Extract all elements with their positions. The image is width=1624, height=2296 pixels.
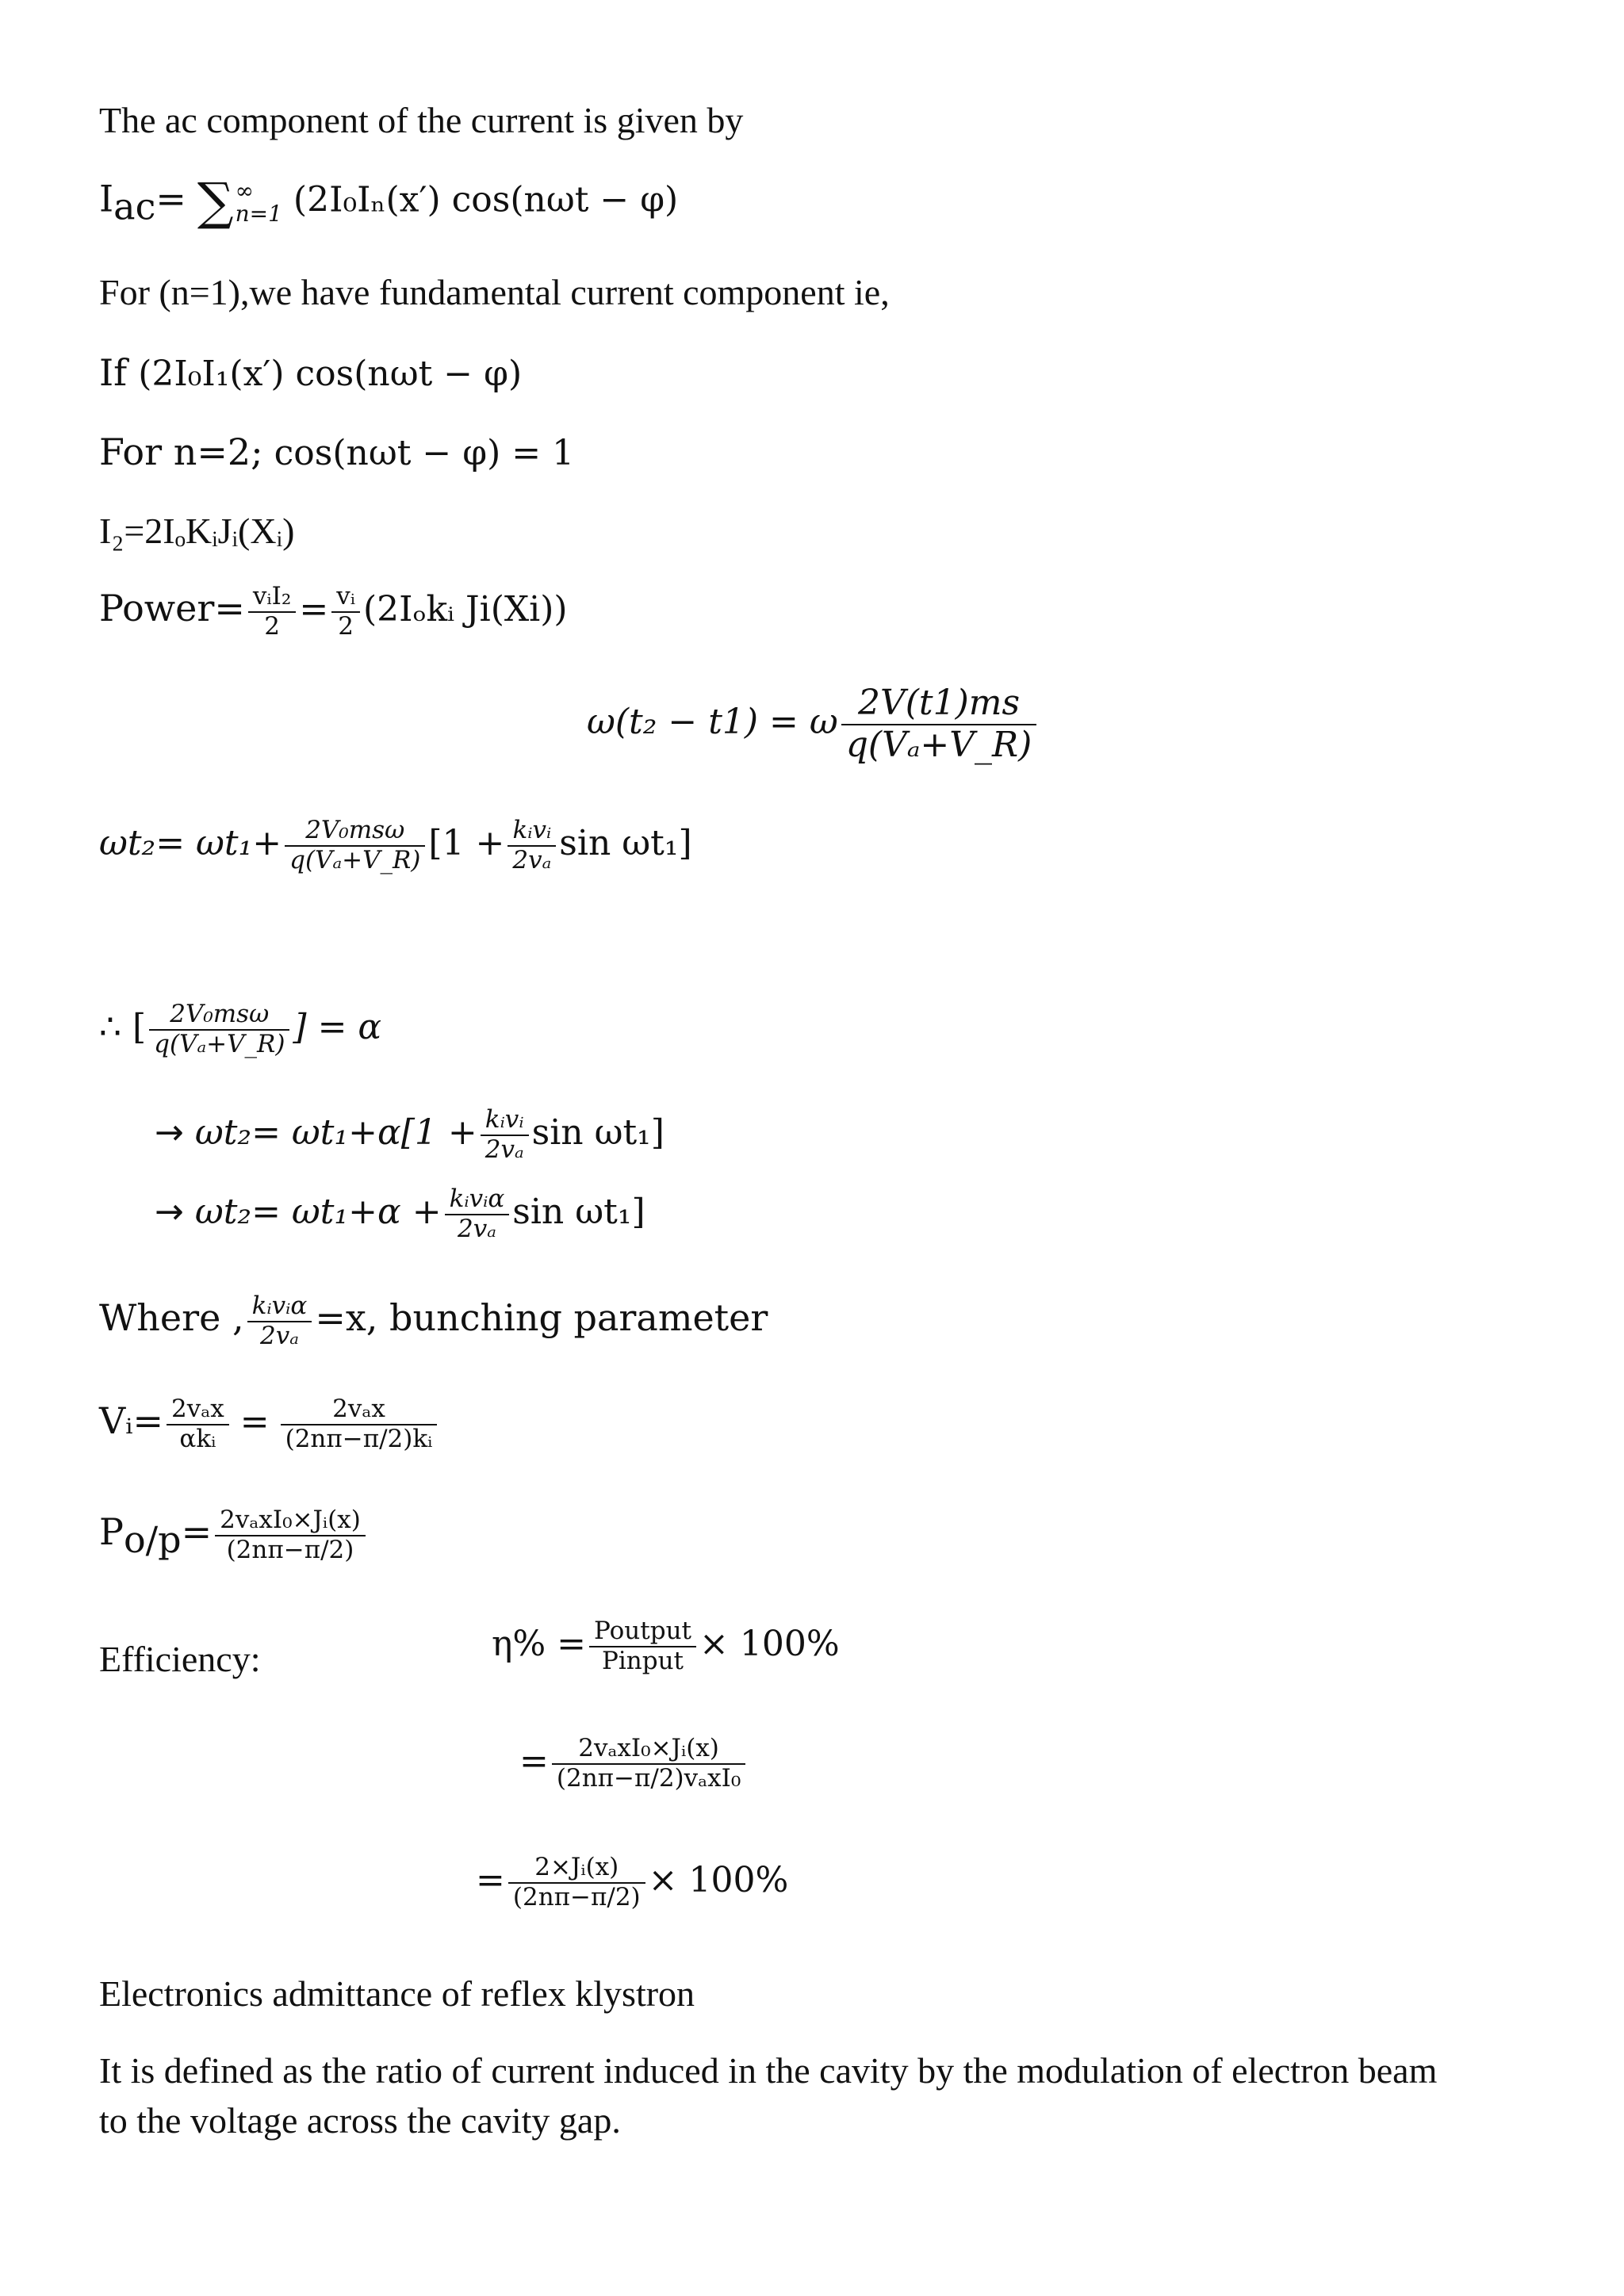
efficiency-step-2 [519,1735,749,1793]
power-label: Power= [99,587,245,630]
sum-symbol: ∑ [197,173,234,232]
eff-frac [589,1617,696,1675]
iac-eq: = [155,177,186,220]
wt2-equation [99,817,692,874]
arrow2-tail: sin ωt₁] [512,1192,645,1233]
power-frac-1-den: 2 [264,611,280,641]
intro-text: The ac component of the current is given by [99,100,744,140]
efficiency-step-3 [476,1854,788,1911]
wt2-tail: sin ωt₁] [559,823,692,864]
iac-equation [99,173,678,232]
iac-lhs-sub: ac [113,185,156,228]
eff-lhs: η% = [492,1624,587,1665]
alpha-frac [149,1001,289,1058]
alpha-tail: ] = α [293,1007,382,1048]
alpha-frac-den: q(Vₐ+V_R) [154,1029,285,1058]
pop-frac-den: (2nπ−π/2) [226,1535,354,1564]
pop-lhs: P [99,1510,124,1554]
vi-frac-1-den: αkᵢ [179,1424,216,1453]
wt2-lhs: ωt₂= ωt₁+ [99,823,282,864]
power-frac-2-num: vᵢ [331,583,360,613]
i2-equation: I₂=2IₒKᵢJᵢ(Xᵢ) [99,511,295,551]
right-arrow-icon: → [155,1192,184,1233]
eff3-frac-num: 2×Jᵢ(x) [508,1854,645,1884]
omega-equation [587,683,1040,765]
where-frac-num: kᵢvᵢα [247,1292,312,1322]
arrow-equation-1 [155,1106,665,1164]
pop-lhs-sub: o/p [123,1517,182,1561]
pop-equation [99,1506,369,1564]
efficiency-label: Efficiency: [99,1639,261,1679]
vi-equation [99,1395,440,1453]
alpha-prefix: ∴ [ [99,1007,147,1048]
vi-frac-1 [167,1395,229,1453]
right-arrow-icon: → [155,1112,184,1154]
power-frac-1 [248,583,296,641]
if-prefix: If [99,351,128,394]
omega-frac [841,683,1037,765]
omega-lhs: ω(t₂ − t1) = ω [587,702,838,743]
n1-text: For (n=1),we have fundamental current component ie, [99,272,890,312]
eff3-eq: = [476,1860,505,1901]
sum-limits [236,179,282,226]
admittance-heading: Electronics admittance of reflex klystron [99,1973,695,2014]
iac-lhs: I [99,177,114,220]
if-equation [99,351,522,394]
power-tail: (2Iₒkᵢ Ji(Xi)) [362,589,568,630]
sum-lower: n=1 [235,201,282,227]
arrow2-lhs: ωt₂= ωt₁+α + [194,1192,442,1233]
eff2-frac [552,1735,745,1793]
omega-frac-num: 2V(t1)ms [841,683,1037,725]
power-frac-2-den: 2 [338,611,354,641]
n2-equation [99,430,574,473]
where-equation [99,1292,768,1350]
wt2-frac-1-den: q(Vₐ+V_R) [289,845,421,874]
arrow1-frac-num: kᵢvᵢ [481,1106,529,1136]
arrow1-tail: sin ωt₁] [531,1112,665,1154]
arrow2-frac-den: 2vₐ [457,1214,496,1243]
eff-frac-num: Poutput [589,1617,696,1647]
pop-frac [215,1506,366,1564]
where-frac [247,1292,312,1350]
eff-frac-den: Pinput [602,1646,684,1675]
power-frac-2 [331,583,360,641]
vi-frac-2-den: (2nπ−π/2)kᵢ [285,1424,433,1453]
eff3-frac-den: (2nπ−π/2) [512,1882,641,1911]
alpha-equation [99,1001,381,1058]
arrow2-frac-num: kᵢvᵢα [445,1185,510,1215]
eff3-frac [508,1854,645,1911]
vi-frac-2-num: 2vₐx [281,1395,438,1425]
arrow1-lhs: ωt₂= ωt₁+α[1 + [194,1112,477,1154]
n2-body: cos(nωt − φ) = 1 [274,433,575,473]
if-body: (2I₀I₁(x′) cos(nωt − φ) [138,354,523,394]
wt2-frac-1 [285,817,425,874]
power-equation [99,583,568,641]
vi-eq: = [239,1402,270,1443]
arrow-equation-2 [155,1185,645,1243]
arrow2-frac [445,1185,510,1243]
n2-prefix: For n=2; [99,430,263,473]
wt2-frac-2-den: 2vₐ [512,845,552,874]
iac-body: (2I₀Iₙ(x′) cos(nωt − φ) [293,179,679,220]
eff2-frac-den: (2nπ−π/2)vₐxI₀ [556,1763,741,1793]
wt2-mid: [1 + [428,823,505,864]
eff-tail: × 100% [699,1624,840,1665]
wt2-frac-2-num: kᵢvᵢ [508,817,556,847]
eff2-eq: = [519,1741,549,1782]
where-prefix: Where , [99,1296,244,1340]
pop-eq: = [181,1510,213,1554]
pop-frac-num: 2vₐxI₀×Jᵢ(x) [215,1506,366,1536]
wt2-frac-2 [508,817,556,874]
definition-line-2: to the voltage across the cavity gap. [99,2100,621,2141]
where-tail: =x, bunching parameter [315,1296,768,1340]
where-frac-den: 2vₐ [260,1321,299,1350]
arrow1-frac [481,1106,529,1164]
power-eq: = [299,589,329,630]
vi-frac-2 [281,1395,438,1453]
vi-frac-1-num: 2vₐx [167,1395,229,1425]
eff2-frac-num: 2vₐxI₀×Jᵢ(x) [552,1735,745,1765]
wt2-frac-1-num: 2V₀msω [285,817,425,847]
arrow1-frac-den: 2vₐ [485,1135,524,1164]
alpha-frac-num: 2V₀msω [149,1001,289,1031]
vi-lhs: Vᵢ= [99,1399,164,1443]
power-frac-1-num: vᵢI₂ [248,583,296,613]
eff3-tail: × 100% [648,1860,789,1901]
sum-upper: ∞ [235,177,254,204]
omega-frac-den: q(Vₐ+V_R) [845,724,1032,765]
efficiency-equation [492,1617,840,1675]
definition-line-1: It is defined as the ratio of current induced in the cavity by the modulation of electron beam [99,2050,1438,2091]
